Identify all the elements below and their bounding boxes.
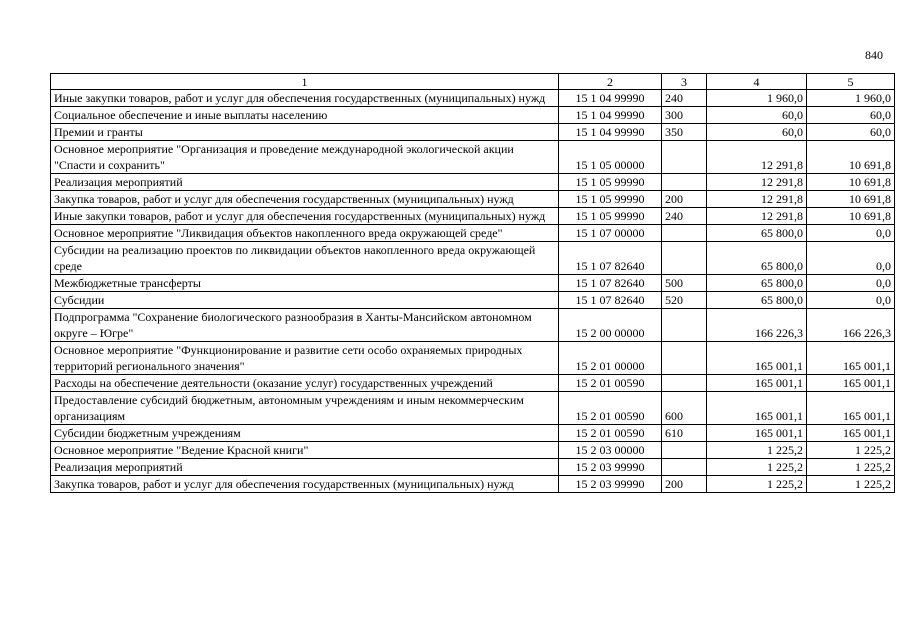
row-expense-type [662, 225, 707, 242]
row-name: Основное мероприятие "Организация и проведение международной экологической акции "Спасти и сохранить" [51, 141, 559, 174]
row-code: 15 2 01 00590 [559, 392, 662, 425]
row-expense-type [662, 342, 707, 375]
table-row [51, 242, 895, 275]
row-code: 15 1 05 99990 [559, 174, 662, 191]
row-expense-type: 610 [662, 425, 707, 442]
table-row [51, 90, 895, 107]
table-row [51, 124, 895, 141]
row-amount-col4: 60,0 [707, 124, 807, 141]
header-row [51, 74, 895, 90]
row-code: 15 2 03 99990 [559, 476, 662, 493]
row-amount-col5: 10 691,8 [807, 208, 895, 225]
row-name: Иные закупки товаров, работ и услуг для обеспечения государственных (муниципальных) нужд [51, 208, 559, 225]
row-amount-col4: 165 001,1 [707, 342, 807, 375]
row-code: 15 2 01 00590 [559, 375, 662, 392]
table-row [51, 208, 895, 225]
row-amount-col4: 165 001,1 [707, 425, 807, 442]
row-amount-col4: 1 225,2 [707, 476, 807, 493]
row-name: Расходы на обеспечение деятельности (оказание услуг) государственных учреждений [51, 375, 559, 392]
budget-table [50, 73, 895, 493]
table-row [51, 309, 895, 342]
row-code: 15 1 07 82640 [559, 275, 662, 292]
row-name: Предоставление субсидий бюджетным, автономным учреждениям и иным некоммерческим организациям [51, 392, 559, 425]
row-code: 15 2 03 00000 [559, 442, 662, 459]
row-code: 15 2 00 00000 [559, 309, 662, 342]
row-expense-type [662, 442, 707, 459]
row-code: 15 1 04 99990 [559, 90, 662, 107]
row-name: Основное мероприятие "Ведение Красной книги" [51, 442, 559, 459]
header-col-4: 4 [707, 74, 807, 90]
row-amount-col5: 60,0 [807, 124, 895, 141]
row-expense-type: 240 [662, 90, 707, 107]
row-amount-col4: 65 800,0 [707, 225, 807, 242]
row-name: Реализация мероприятий [51, 459, 559, 476]
row-name: Основное мероприятие "Функционирование и развитие сети особо охраняемых природных территорий регионального значения" [51, 342, 559, 375]
row-amount-col4: 60,0 [707, 107, 807, 124]
row-expense-type: 600 [662, 392, 707, 425]
header-col-5: 5 [807, 74, 895, 90]
table-row [51, 425, 895, 442]
row-expense-type [662, 309, 707, 342]
row-code: 15 1 07 82640 [559, 242, 662, 275]
row-amount-col5: 10 691,8 [807, 174, 895, 191]
row-code: 15 1 07 00000 [559, 225, 662, 242]
row-name: Премии и гранты [51, 124, 559, 141]
header-col-2: 2 [559, 74, 662, 90]
row-amount-col5: 0,0 [807, 225, 895, 242]
row-name: Реализация мероприятий [51, 174, 559, 191]
row-name: Иные закупки товаров, работ и услуг для обеспечения государственных (муниципальных) нужд [51, 90, 559, 107]
row-amount-col5: 165 001,1 [807, 392, 895, 425]
table-row [51, 342, 895, 375]
table-row [51, 174, 895, 191]
table-row [51, 292, 895, 309]
table-row [51, 141, 895, 174]
row-name: Субсидии на реализацию проектов по ликвидации объектов накопленного вреда окружающей среде [51, 242, 559, 275]
row-expense-type [662, 375, 707, 392]
row-amount-col5: 1 225,2 [807, 476, 895, 493]
table-row [51, 191, 895, 208]
row-amount-col5: 0,0 [807, 242, 895, 275]
row-name: Межбюджетные трансферты [51, 275, 559, 292]
row-amount-col4: 1 225,2 [707, 459, 807, 476]
row-amount-col5: 1 225,2 [807, 442, 895, 459]
header-col-1: 1 [51, 74, 559, 90]
row-amount-col5: 0,0 [807, 292, 895, 309]
row-expense-type [662, 141, 707, 174]
row-amount-col4: 165 001,1 [707, 375, 807, 392]
row-code: 15 1 05 00000 [559, 141, 662, 174]
row-code: 15 2 01 00590 [559, 425, 662, 442]
row-name: Закупка товаров, работ и услуг для обеспечения государственных (муниципальных) нужд [51, 476, 559, 493]
row-amount-col4: 1 960,0 [707, 90, 807, 107]
row-amount-col5: 166 226,3 [807, 309, 895, 342]
row-amount-col4: 65 800,0 [707, 242, 807, 275]
row-expense-type [662, 459, 707, 476]
row-code: 15 1 05 99990 [559, 208, 662, 225]
row-amount-col5: 10 691,8 [807, 191, 895, 208]
row-amount-col4: 12 291,8 [707, 191, 807, 208]
row-name: Социальное обеспечение и иные выплаты населению [51, 107, 559, 124]
row-amount-col4: 65 800,0 [707, 292, 807, 309]
table-row [51, 375, 895, 392]
row-amount-col5: 165 001,1 [807, 375, 895, 392]
row-amount-col4: 165 001,1 [707, 392, 807, 425]
row-name: Субсидии [51, 292, 559, 309]
row-amount-col5: 165 001,1 [807, 425, 895, 442]
header-col-3: 3 [662, 74, 707, 90]
row-expense-type: 520 [662, 292, 707, 309]
row-expense-type: 500 [662, 275, 707, 292]
row-code: 15 2 01 00000 [559, 342, 662, 375]
table-body [51, 90, 895, 493]
row-expense-type: 350 [662, 124, 707, 141]
row-amount-col4: 166 226,3 [707, 309, 807, 342]
row-code: 15 1 04 99990 [559, 124, 662, 141]
table-row [51, 392, 895, 425]
row-name: Закупка товаров, работ и услуг для обеспечения государственных (муниципальных) нужд [51, 191, 559, 208]
row-amount-col4: 12 291,8 [707, 174, 807, 191]
row-name: Субсидии бюджетным учреждениям [51, 425, 559, 442]
table-row [51, 459, 895, 476]
table-header [51, 74, 895, 90]
table-row [51, 107, 895, 124]
row-amount-col5: 60,0 [807, 107, 895, 124]
row-amount-col5: 165 001,1 [807, 342, 895, 375]
row-code: 15 1 04 99990 [559, 107, 662, 124]
table-row [51, 476, 895, 493]
row-amount-col5: 10 691,8 [807, 141, 895, 174]
table-row [51, 275, 895, 292]
page-number: 840 [865, 48, 883, 62]
row-expense-type: 200 [662, 476, 707, 493]
row-name: Основное мероприятие "Ликвидация объектов накопленного вреда окружающей среде" [51, 225, 559, 242]
row-code: 15 1 07 82640 [559, 292, 662, 309]
row-expense-type: 200 [662, 191, 707, 208]
row-expense-type: 300 [662, 107, 707, 124]
row-amount-col4: 12 291,8 [707, 141, 807, 174]
row-amount-col5: 0,0 [807, 275, 895, 292]
row-code: 15 1 05 99990 [559, 191, 662, 208]
row-expense-type [662, 242, 707, 275]
table-row [51, 225, 895, 242]
row-code: 15 2 03 99990 [559, 459, 662, 476]
table-row [51, 442, 895, 459]
row-expense-type [662, 174, 707, 191]
row-amount-col5: 1 225,2 [807, 459, 895, 476]
row-amount-col4: 1 225,2 [707, 442, 807, 459]
row-name: Подпрограмма "Сохранение биологического разнообразия в Ханты-Мансийском автономном округе – Югре" [51, 309, 559, 342]
row-amount-col4: 65 800,0 [707, 275, 807, 292]
row-amount-col4: 12 291,8 [707, 208, 807, 225]
row-amount-col5: 1 960,0 [807, 90, 895, 107]
row-expense-type: 240 [662, 208, 707, 225]
